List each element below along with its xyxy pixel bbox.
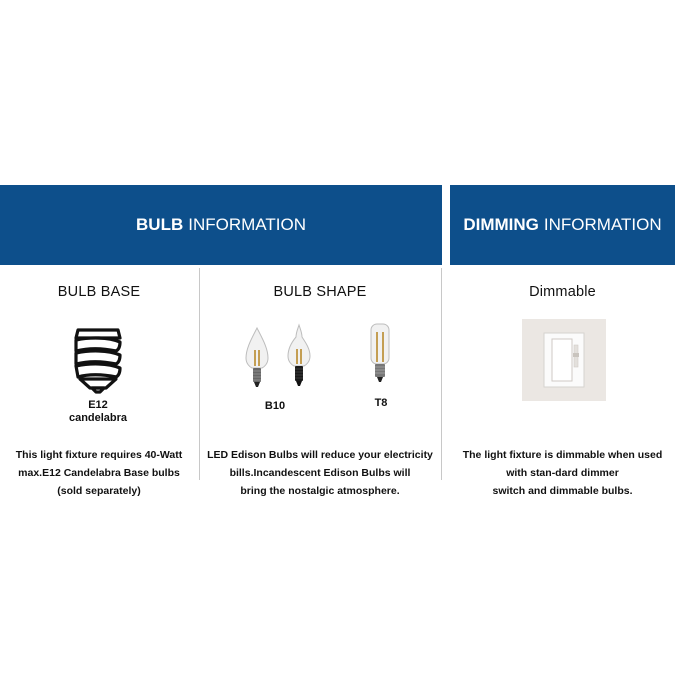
dimmable-title: Dimmable [529,284,596,300]
bulb-base-description [4,446,194,500]
b10-candle-bulb-icon [242,326,272,390]
description-line: max.E12 Candelabra Base bulbs [18,467,180,479]
b10-label: B10 [264,400,286,412]
column-divider [441,268,442,480]
dimmer-switch-image [522,319,606,401]
e12-label [50,399,146,425]
description-line: bring the nostalgic atmosphere. [240,485,400,497]
banner-text: INFORMATION [543,215,662,234]
banner-text: INFORMATION [188,215,306,234]
banner-bold-text: BULB [136,215,184,234]
description-line: with stan-dard dimmer [506,467,619,479]
e12-label-line2: candelabra [68,412,128,424]
description-line: LED Edison Bulbs will reduce your electricity [207,449,433,461]
dimming-description [452,446,673,500]
bulb-shape-title: BULB SHAPE [273,284,367,300]
bulb-shape-description [202,446,438,500]
bulb-base-title: BULB BASE [57,284,141,300]
banner-bold-text: DIMMING [463,215,539,234]
description-line: The light fixture is dimmable when used [462,449,663,461]
description-line: switch and dimmable bulbs. [492,485,633,497]
bulb-information-banner [0,185,442,265]
t8-tubular-bulb-icon [366,322,394,386]
t8-label: T8 [374,397,388,409]
e12-label-line1: E12 [88,399,108,411]
description-line: This light fixture requires 40-Watt [15,449,183,461]
flame-tip-bulb-icon [284,323,314,389]
e12-base-icon [68,324,128,394]
dimming-information-banner [450,185,675,265]
description-line: (sold separately) [57,485,141,497]
description-line: bills.Incandescent Edison Bulbs will [229,467,411,479]
